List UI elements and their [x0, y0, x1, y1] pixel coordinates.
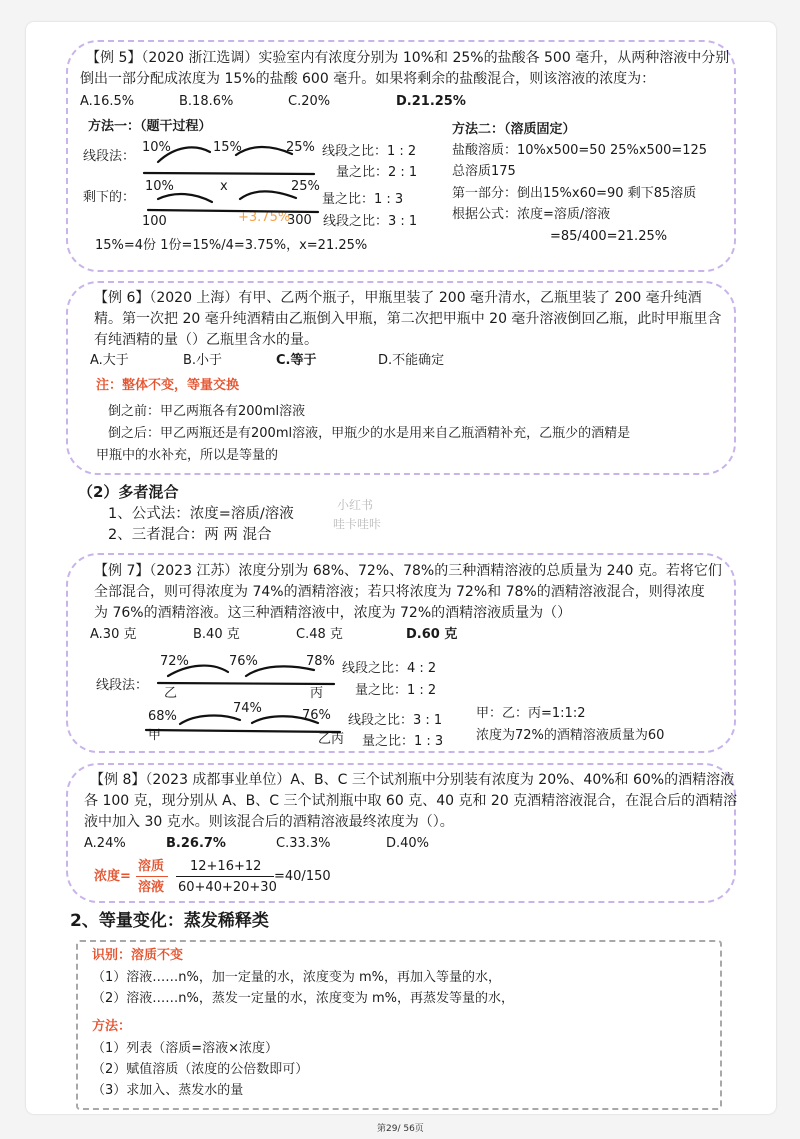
- ex6-after1: 倒之后：甲乙两瓶还是有200ml溶液，甲瓶少的水是用来自乙瓶酒精补充，乙瓶少的酒精是: [108, 426, 631, 441]
- ex6-option-c: C.等于: [276, 353, 317, 368]
- ex8-fraction-top: 溶质: [138, 859, 165, 874]
- section-2-title: （2）多者混合: [78, 483, 179, 501]
- ex5-option-b: B.18.6%: [179, 94, 234, 109]
- section-3-m1: （1）列表（溶质=溶液×浓度）: [92, 1041, 279, 1056]
- section-3-m2: （2）赋值溶质（浓度的公倍数即可）: [92, 1062, 309, 1077]
- ex8-option-c: C.33.3%: [276, 836, 331, 851]
- ex7-d2-bottom-left: 甲: [148, 728, 162, 743]
- ex6-before: 倒之前：甲乙两瓶各有200ml溶液: [108, 404, 306, 419]
- ex5-d1-mid: 15%: [213, 140, 242, 155]
- ex5-calc: 15%=4份 1份=15%/4=3.75%，x=21.25%: [95, 238, 368, 253]
- ex7-d1-bottom-left: 乙: [164, 686, 178, 701]
- watermark-line1: 小红书: [337, 498, 374, 512]
- ex7-option-a: A.30 克: [90, 627, 137, 642]
- section-3-id1: （1）溶液……n%，加一定量的水，浓度变为 m%，再加入等量的水，: [92, 970, 502, 985]
- ex8-fraction-bar: [136, 876, 168, 877]
- ex5-d2-bottom-left: 100: [142, 214, 167, 229]
- ex8-option-d: D.40%: [386, 836, 430, 851]
- ex7-d1-right: 78%: [306, 654, 335, 669]
- ex5-d2-ratio1: 量之比：1 : 3: [322, 192, 404, 207]
- ex6-after2: 甲瓶中的水补充，所以是等量的: [96, 448, 279, 463]
- ex5-m2-line4: 根据公式：浓度=溶质/溶液: [452, 207, 611, 222]
- ex5-method1-title: 方法一：（题干过程）: [88, 119, 212, 134]
- ex5-method2-title: 方法二：（溶质固定）: [452, 122, 576, 137]
- section-3-identify: 识别：溶质不变: [92, 948, 184, 963]
- page-number: 第29/ 56页: [377, 1124, 424, 1134]
- ex6-note: 注：整体不变，等量交换: [96, 378, 240, 393]
- ex5-d2-mid: x: [220, 179, 228, 194]
- ex8-denominator: 60+40+20+30: [178, 880, 277, 895]
- ex7-d1-bottom-right: 丙: [310, 686, 324, 701]
- ex5-d1-left: 10%: [142, 140, 171, 155]
- ex5-d1-ratio2: 量之比：2 : 1: [336, 165, 418, 180]
- ex5-option-d: D.21.25%: [396, 94, 466, 109]
- ex5-option-a: A.16.5%: [80, 94, 135, 109]
- section-3-id2: （2）溶液……n%，蒸发一定量的水，浓度变为 m%，再蒸发等量的水，: [92, 991, 515, 1006]
- section-2-item1: 1、公式法：浓度=溶质/溶液: [108, 506, 294, 522]
- ex8-numerator: 12+16+12: [190, 859, 262, 874]
- ex8-option-b: B.26.7%: [166, 836, 226, 851]
- ex8-prompt-line2: 各 100 克，现分别从 A、B、C 三个试剂瓶中取 60 克、40 克和 20 克酒精溶液混合，在混合后的酒精溶: [84, 793, 738, 809]
- ex5-m2-line2: 总溶质175: [452, 164, 516, 179]
- ex7-d2-ratio2: 量之比：1 : 3: [362, 734, 444, 749]
- ex7-option-c: C.48 克: [296, 627, 343, 642]
- ex6-prompt-line2: 精。第一次把 20 毫升纯酒精由乙瓶倒入甲瓶，第二次把甲瓶中 20 毫升溶液倒回乙瓶，此时甲瓶里含: [94, 311, 722, 327]
- ex8-result: =40/150: [274, 869, 331, 884]
- ex5-d2-right: 25%: [291, 179, 320, 194]
- ex7-d2-bottom-right: 乙丙: [318, 732, 345, 747]
- ex5-d1-right: 25%: [286, 140, 315, 155]
- ex8-option-a: A.24%: [84, 836, 126, 851]
- ex5-m2-line1: 盐酸溶质：10%x500=50 25%x500=125: [452, 143, 708, 158]
- ex5-d2-ratio2: 线段之比：3 : 1: [323, 214, 418, 229]
- ex6-prompt-line3: 有纯酒精的量（）乙瓶里含水的量。: [94, 332, 318, 348]
- ex6-prompt-line1: 【例 6】（2020 上海）有甲、乙两个瓶子，甲瓶里装了 200 毫升清水，乙瓶里装了 200 毫升纯酒: [94, 290, 702, 306]
- ex5-m2-line3: 第一部分：倒出15%x60=90 剩下85溶质: [452, 186, 697, 201]
- ex5-d2-left: 10%: [145, 179, 174, 194]
- ex7-option-d: D.60 克: [406, 627, 458, 642]
- section-2-item2: 2、三者混合：两 两 混合: [108, 527, 272, 543]
- ex7-prompt-line3: 为 76%的酒精溶液。这三种酒精溶液中，浓度为 72%的酒精溶液质量为（）: [94, 605, 572, 621]
- ex7-d2-mid: 74%: [233, 701, 262, 716]
- section-3-m3: （3）求加入、蒸发水的量: [92, 1083, 244, 1098]
- ex7-prompt-line2: 全部混合，则可得浓度为 74%的酒精溶液；若只将浓度为 72%和 78%的酒精溶液混合，则得浓度: [94, 584, 705, 600]
- ex7-d1-left: 72%: [160, 654, 189, 669]
- ex8-division-bar: [176, 876, 274, 877]
- ex5-d1-ratio1: 线段之比：1 : 2: [322, 144, 417, 159]
- ex8-formula-label: 浓度=: [94, 869, 131, 884]
- ex5-prompt-line2: 倒出一部分配成浓度为 15%的盐酸 600 毫升。如果将剩余的盐酸混合，则该溶液的浓度为：: [80, 71, 656, 87]
- ex5-m2-line5: =85/400=21.25%: [550, 229, 668, 244]
- ex7-d2-right: 76%: [302, 708, 331, 723]
- ex8-prompt-line3: 液中加入 30 克水。则该混合后的酒精溶液最终浓度为（）。: [84, 814, 454, 830]
- ex7-line-label: 线段法：: [96, 678, 149, 693]
- ex8-fraction-bottom: 溶液: [138, 880, 165, 895]
- ex5-line-label: 线段法：: [83, 149, 136, 164]
- ex7-prompt-line1: 【例 7】（2023 江苏）浓度分别为 68%、72%、78%的三种酒精溶液的总质量为 240 克。若将它们: [94, 563, 722, 579]
- ex5-rest-label: 剩下的：: [83, 190, 136, 205]
- ex7-result2: 浓度为72%的酒精溶液质量为60: [476, 728, 665, 743]
- ex5-prompt-line1: 【例 5】（2020 浙江选调）实验室内有浓度分别为 10%和 25%的盐酸各 500 毫升，从两种溶液中分别: [86, 50, 730, 66]
- ex5-option-c: C.20%: [288, 94, 331, 109]
- ex7-option-b: B.40 克: [193, 627, 240, 642]
- ex7-d2-left: 68%: [148, 709, 177, 724]
- ex6-option-d: D.不能确定: [378, 353, 445, 368]
- ex7-d1-ratio1: 线段之比：4 : 2: [342, 661, 437, 676]
- ex7-d1-ratio2: 量之比：1 : 2: [355, 683, 437, 698]
- ex5-d2-bottom-right: 300: [287, 213, 312, 228]
- ex5-d2-plus: +3.75%: [238, 210, 291, 225]
- ex6-option-a: A.大于: [90, 353, 129, 368]
- watermark-line2: 哇卡哇咔: [333, 517, 382, 531]
- section-3-method: 方法：: [92, 1019, 132, 1034]
- ex7-result1: 甲：乙：丙=1:1:2: [476, 706, 586, 721]
- ex7-d1-mid: 76%: [229, 654, 258, 669]
- ex8-prompt-line1: 【例 8】（2023 成都事业单位）A、B、C 三个试剂瓶中分别装有浓度为 20%、40%和 60%的酒精溶液: [90, 772, 735, 788]
- ex6-option-b: B.小于: [183, 353, 223, 368]
- ex7-d2-ratio1: 线段之比：3 : 1: [348, 713, 443, 728]
- section-3-title: 2、等量变化：蒸发稀释类: [70, 911, 269, 931]
